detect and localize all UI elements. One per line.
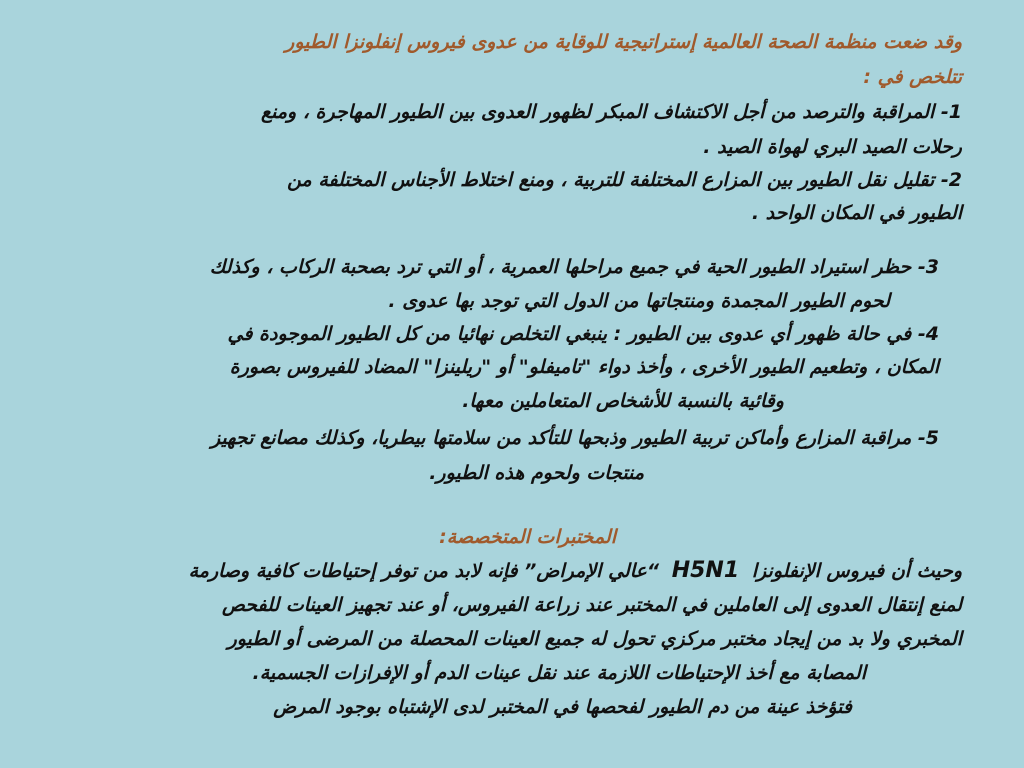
strategy-item-4-line-2: المكان ، وتطعيم الطيور الأخرى ، وأخذ دواء "تاميفلو" أو "ريلينزا" المضاد للفيروس بصورة (229, 356, 939, 378)
strategy-item-4-line-3: وقائية بالنسبة للأشخاص المتعاملين معها. (462, 390, 784, 412)
labs-line-2: لمنع إنتقال العدوى إلى العاملين في المختبر عند زراعة الفيروس، أو عند تجهيز العينات للفحص (222, 594, 962, 616)
strategy-item-1-line-2: رحلات الصيد البري لهواة الصيد . (703, 136, 962, 158)
strategy-item-5-line-1: 5- مراقبة المزارع وأماكن تربية الطيور وذبحها للتأكد من سلامتها بيطريا، وكذلك مصانع تجهيز (210, 427, 939, 449)
strategy-item-3-line-1: 3- حظر استيراد الطيور الحية في جميع مراحلها العمرية ، أو التي ترد بصحبة الركاب ، وكذلك (209, 256, 939, 278)
strategy-item-3-line-2: لحوم الطيور المجمدة ومنتجاتها من الدول التي توجد بها عدوى . (388, 290, 890, 312)
intro-line-2: تتلخص في : (863, 66, 962, 88)
strategy-item-2-line-1: 2- تقليل نقل الطيور بين المزارع المختلفة للتربية ، ومنع اختلاط الأجناس المختلفة من (287, 169, 962, 191)
virus-code: H5N1 (671, 558, 740, 583)
labs-heading: المختبرات المتخصصة: (439, 526, 616, 548)
strategy-item-4-line-1: 4- في حالة ظهور أي عدوى بين الطيور : ينبغي التخلص نهائيا من كل الطيور الموجودة في (227, 323, 939, 345)
strategy-item-2-line-2: الطيور في المكان الواحد . (751, 202, 962, 224)
labs-line-1-after: “عالي الإمراض” فإنه لابد من توفر إحتياطات كافية وصارمة (188, 560, 660, 582)
intro-line-1: وقد ضعت منظمة الصحة العالمية إستراتيجية للوقاية من عدوى فيروس إنفلونزا الطيور (285, 31, 962, 53)
labs-line-4: المصابة مع أخذ الإحتياطات اللازمة عند نقل عينات الدم أو الإفرازات الجسمية. (252, 662, 866, 684)
labs-line-1-before: وحيث أن فيروس الإنفلونزا (751, 560, 962, 582)
labs-line-3: المخبري ولا بد من إيجاد مختبر مركزي تحول له جميع العينات المحصلة من المرضى أو الطيور (227, 628, 962, 650)
strategy-item-5-line-2: منتجات ولحوم هذه الطيور. (429, 462, 644, 484)
labs-line-1 (189, 556, 962, 586)
strategy-item-1-line-1: 1- المراقبة والترصد من أجل الاكتشاف المبكر لظهور العدوى بين الطيور المهاجرة ، ومنع (261, 101, 962, 123)
labs-line-5: فتؤخذ عينة من دم الطيور لفحصها في المختبر لدى الإشتباه بوجود المرض (273, 696, 852, 718)
